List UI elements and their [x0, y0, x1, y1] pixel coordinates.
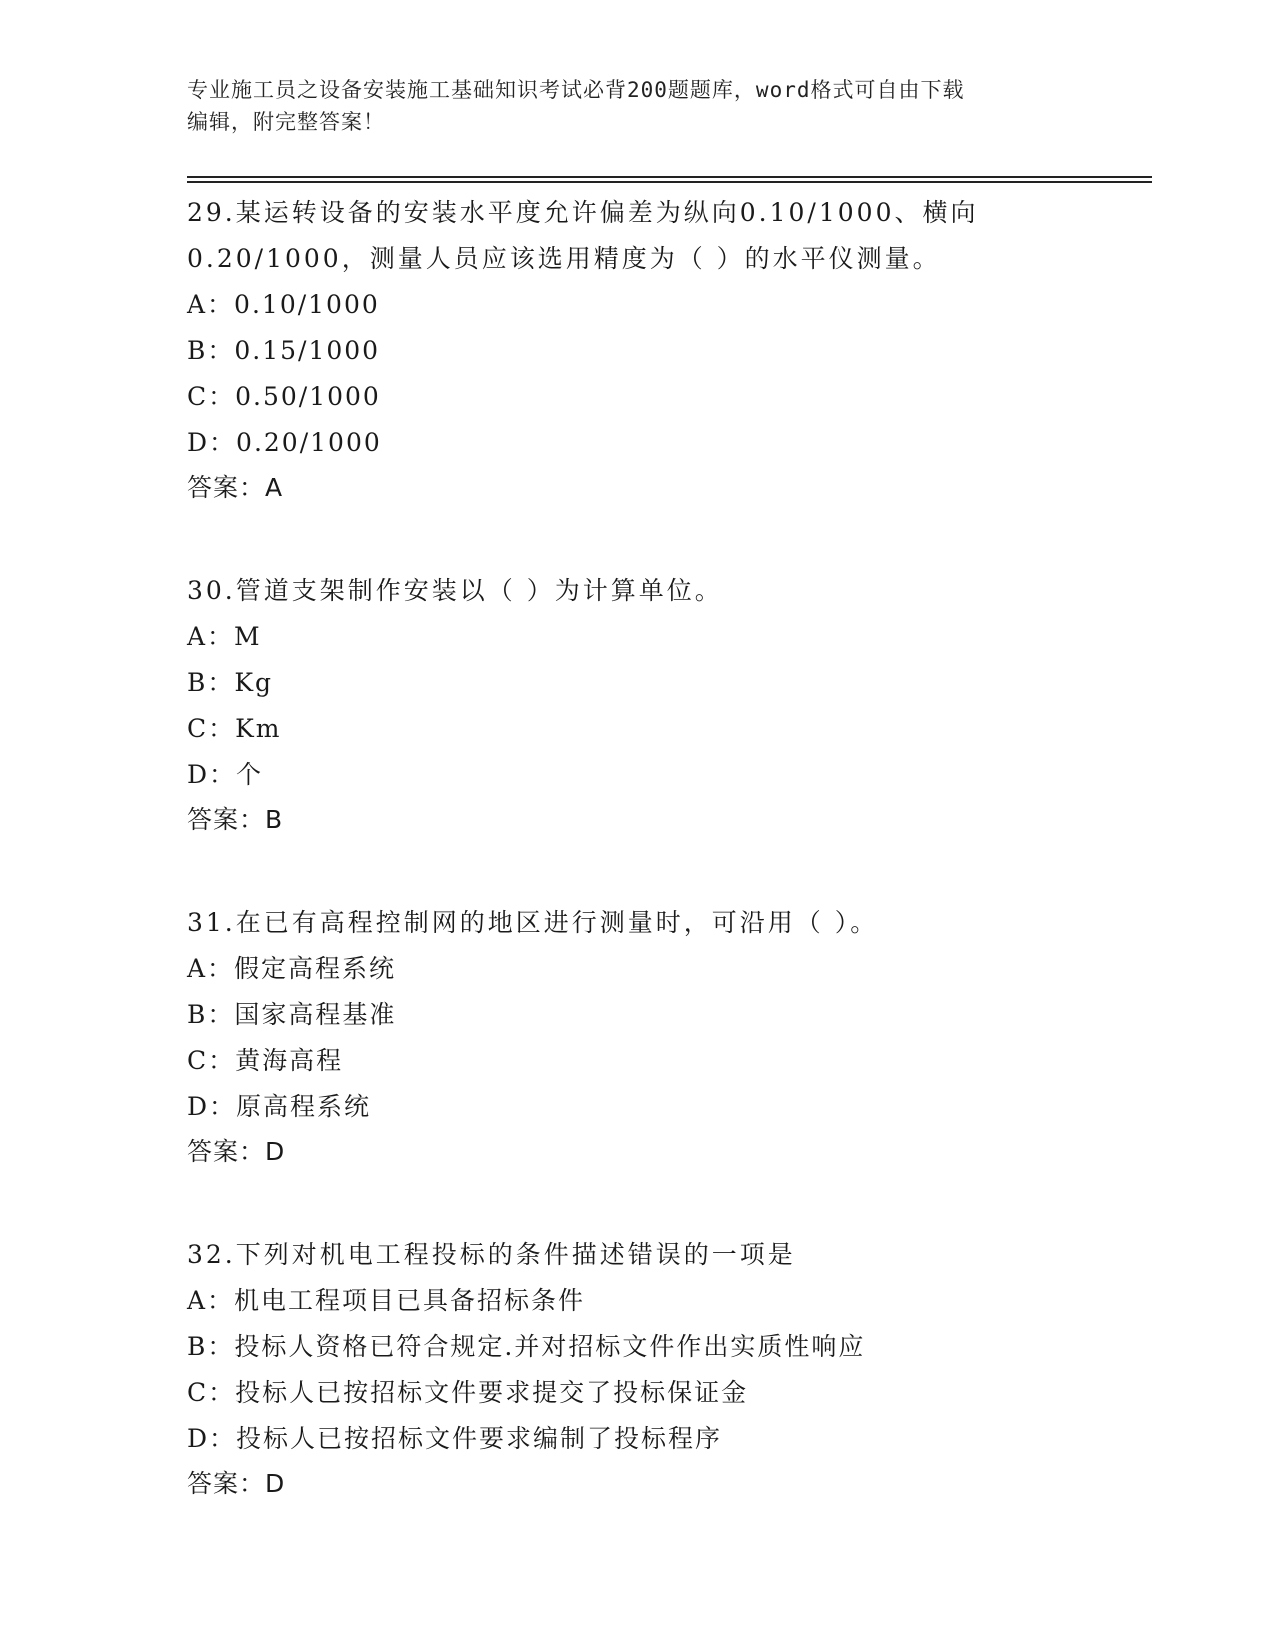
- question-spacer: [187, 842, 1147, 900]
- option-d: D：0.20/1000: [187, 428, 382, 457]
- header-divider-top: [187, 176, 1152, 178]
- question-stem: 30.管道支架制作安装以（ ）为计算单位。: [187, 576, 723, 605]
- option-c: C：黄海高程: [187, 1046, 344, 1075]
- question-spacer: [187, 510, 1147, 568]
- option-c: C：Km: [187, 714, 282, 743]
- question-stem: 32.下列对机电工程投标的条件描述错误的一项是: [187, 1240, 796, 1269]
- header-divider-bottom: [187, 181, 1152, 183]
- answer: 答案：B: [187, 805, 284, 834]
- question-30: [187, 568, 1147, 842]
- question-stem: 29.某运转设备的安装水平度允许偏差为纵向0.10/1000、横向: [187, 198, 979, 227]
- option-b: B：Kg: [187, 668, 274, 697]
- option-d: D：原高程系统: [187, 1092, 372, 1121]
- header-title-line-2: 编辑，附完整答案！: [187, 110, 385, 134]
- answer: 答案：D: [187, 1469, 286, 1498]
- option-d: D：投标人已按招标文件要求编制了投标程序: [187, 1424, 723, 1453]
- option-a: A：0.10/1000: [187, 290, 380, 319]
- question-29: [187, 190, 1147, 510]
- question-stem: 31.在已有高程控制网的地区进行测量时，可沿用（ ）。: [187, 908, 879, 937]
- option-c: C：0.50/1000: [187, 382, 381, 411]
- option-a: A：假定高程系统: [187, 954, 397, 983]
- option-b: B：投标人资格已符合规定.并对招标文件作出实质性响应: [187, 1332, 866, 1361]
- question-spacer: [187, 1174, 1147, 1232]
- question-31: [187, 900, 1147, 1174]
- option-d: D：个: [187, 760, 264, 789]
- answer: 答案：A: [187, 473, 284, 502]
- answer: 答案：D: [187, 1137, 286, 1166]
- option-b: B：0.15/1000: [187, 336, 381, 365]
- question-32: [187, 1232, 1147, 1506]
- option-b: B：国家高程基准: [187, 1000, 397, 1029]
- header-title-line-1: 专业施工员之设备安装施工基础知识考试必背200题题库，word格式可自由下载: [187, 78, 965, 102]
- option-a: A：机电工程项目已具备招标条件: [187, 1286, 586, 1315]
- document-header: [187, 74, 1087, 138]
- question-list: [187, 190, 1147, 1506]
- option-c: C：投标人已按招标文件要求提交了投标保证金: [187, 1378, 749, 1407]
- question-stem-continued: 0.20/1000，测量人员应该选用精度为（ ）的水平仪测量。: [187, 244, 941, 273]
- option-a: A：M: [187, 622, 262, 651]
